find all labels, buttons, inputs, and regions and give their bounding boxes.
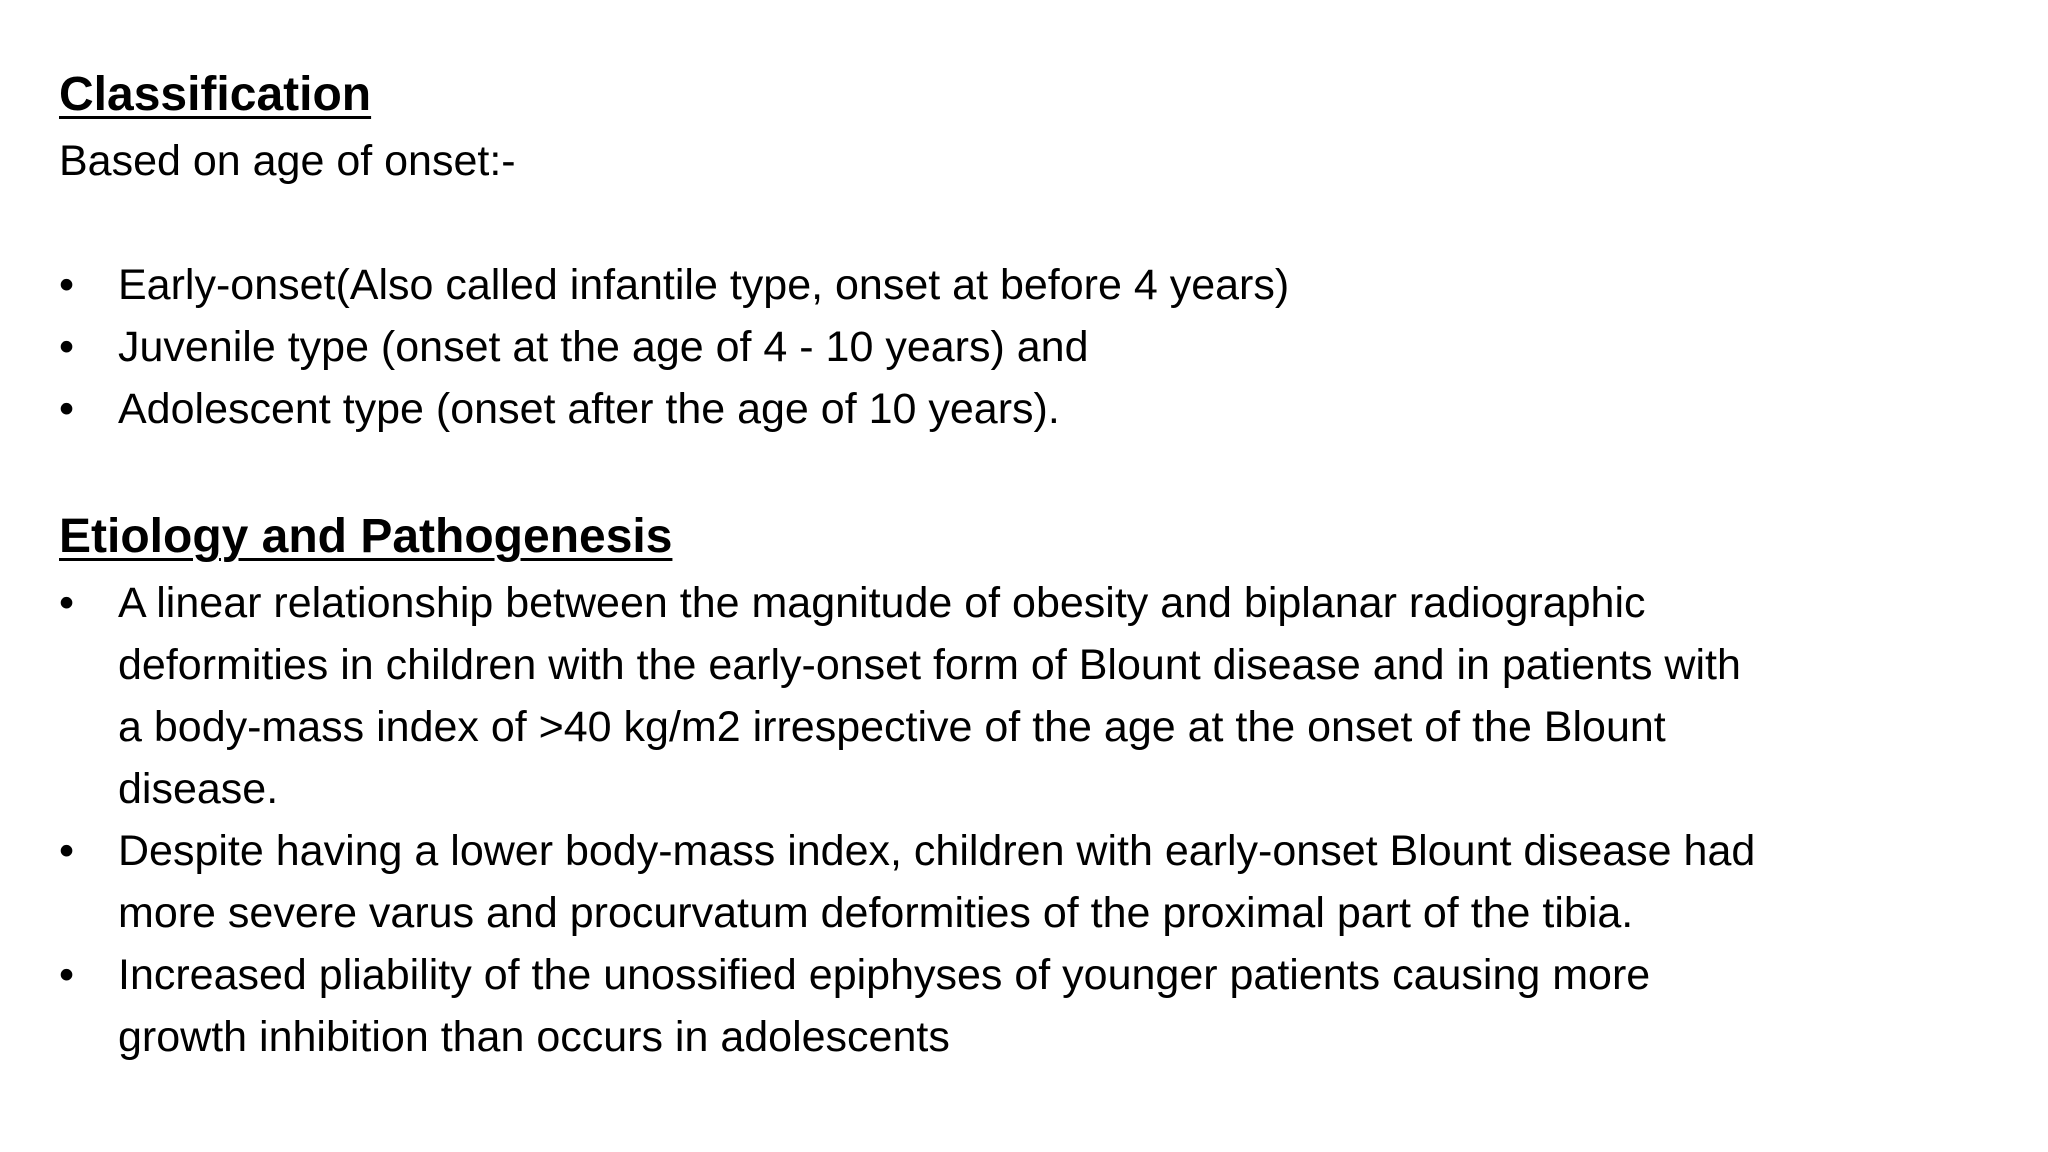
list-item-text (118, 572, 2018, 820)
slide-content (59, 60, 1959, 1068)
list-item-text (118, 944, 2018, 1068)
classification-intro: Based on age of onset:- (59, 137, 516, 185)
etiology-list (59, 572, 1959, 1068)
list-item-text: Adolescent type (onset after the age of 10 years). (118, 385, 1060, 433)
list-item (59, 572, 1959, 820)
text-line: disease. (118, 765, 279, 813)
list-item-text (118, 820, 2018, 944)
bullet-icon: • (59, 951, 75, 999)
text-line: more severe varus and procurvatum deformities of the proximal part of the tibia. (118, 889, 1634, 937)
bullet-icon: • (59, 261, 75, 309)
text-line: growth inhibition than occurs in adolescents (118, 1013, 950, 1061)
list-item (59, 378, 1959, 440)
bullet-icon: • (59, 323, 75, 371)
text-line: Despite having a lower body-mass index, children with early-onset Blount disease had (118, 827, 1756, 875)
list-item-text: Early-onset(Also called infantile type, onset at before 4 years) (118, 261, 1290, 309)
list-item (59, 254, 1959, 316)
text-line: A linear relationship between the magnitude of obesity and biplanar radiographic (118, 579, 1646, 627)
text-line: deformities in children with the early-onset form of Blount disease and in patients with (118, 641, 1741, 689)
bullet-icon: • (59, 385, 75, 433)
list-item (59, 316, 1959, 378)
spacer (59, 192, 1959, 254)
text-line: Increased pliability of the unossified epiphyses of younger patients causing more (118, 951, 1651, 999)
etiology-heading: Etiology and Pathogenesis (59, 510, 673, 563)
list-item (59, 820, 1959, 944)
bullet-icon: • (59, 827, 75, 875)
spacer (59, 440, 1959, 502)
classification-heading: Classification (59, 68, 372, 121)
list-item-text: Juvenile type (onset at the age of 4 - 10 years) and (118, 323, 1089, 371)
bullet-icon: • (59, 579, 75, 627)
list-item (59, 944, 1959, 1068)
text-line: a body-mass index of >40 kg/m2 irrespective of the age at the onset of the Blount (118, 703, 1666, 751)
classification-list (59, 254, 1959, 440)
